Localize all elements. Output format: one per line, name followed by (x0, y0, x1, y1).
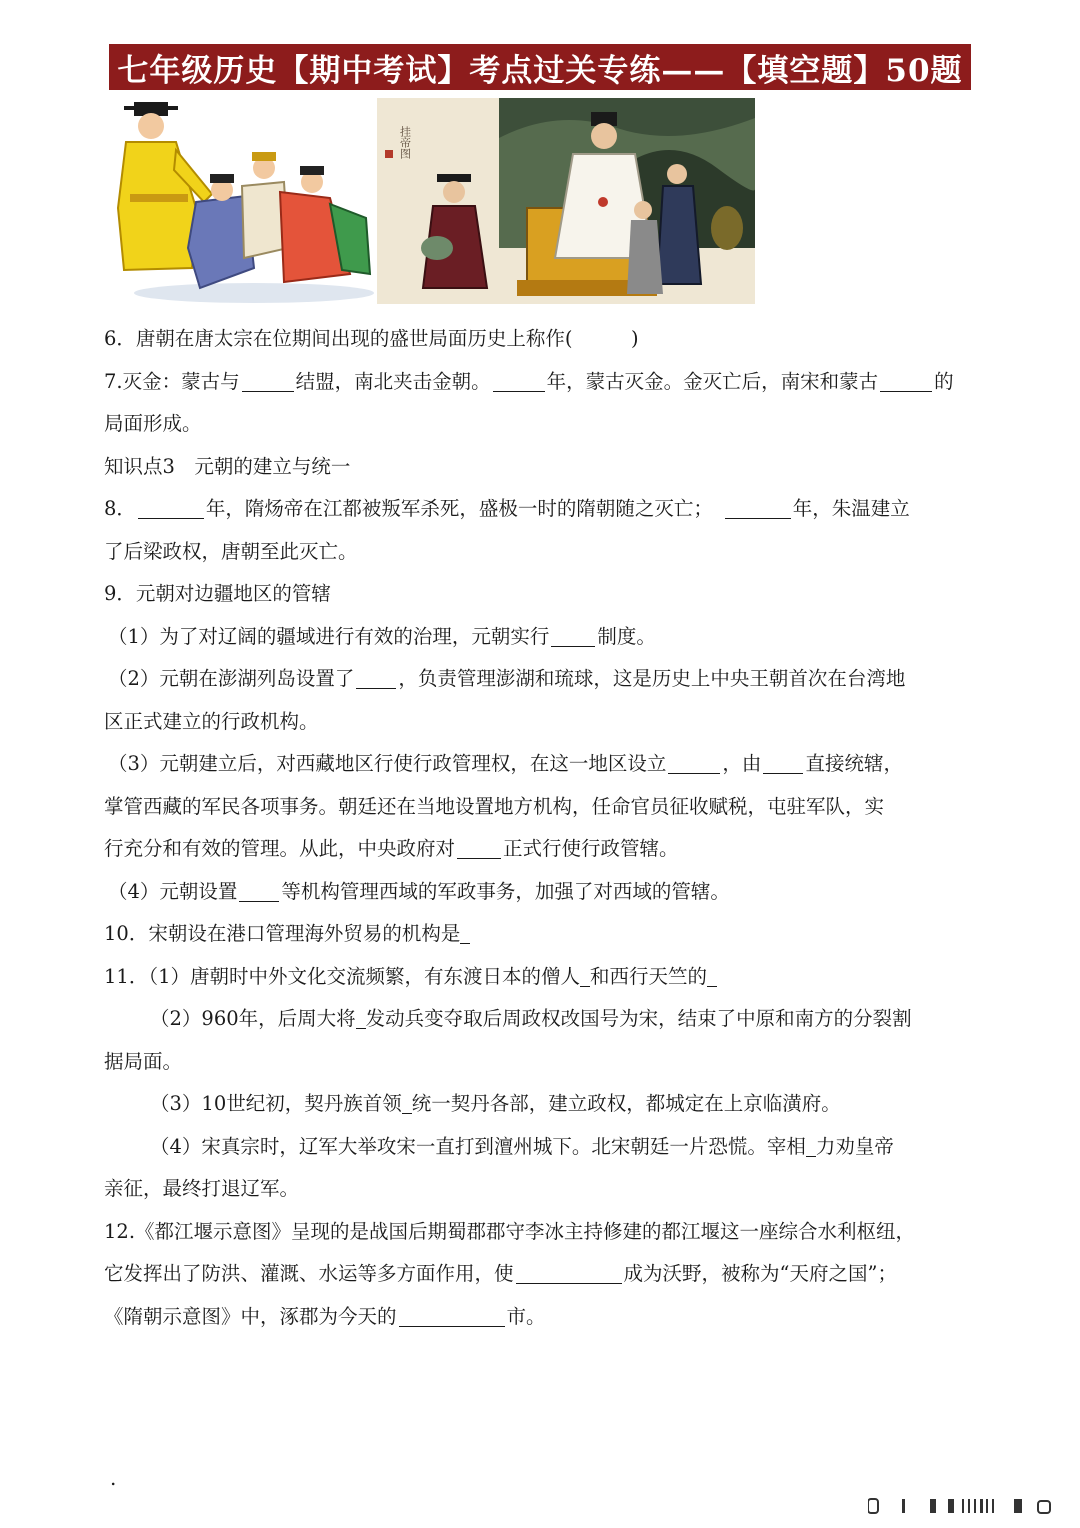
answer-blank[interactable] (725, 498, 791, 519)
answer-blank[interactable] (880, 371, 932, 392)
answer-blank[interactable] (551, 626, 595, 647)
answer-blank[interactable] (668, 753, 720, 774)
q11-2-text-c: 据局面。 (104, 1049, 183, 1073)
answer-blank[interactable] (402, 1093, 412, 1114)
emperor-officials-illustration (104, 98, 376, 303)
answer-blank[interactable] (763, 753, 803, 774)
q9-2-text-a: （2）元朝在澎湖列岛设置了 (108, 667, 355, 690)
answer-blank[interactable] (460, 923, 470, 944)
knowledge-point-3: 知识点3 元朝的建立与统一 (104, 454, 351, 478)
emperor-throne-painting (377, 98, 755, 304)
question-9-3-cont (104, 786, 978, 829)
q10-text: 10．宋朝设在港口管理海外贸易的机构是 (104, 922, 461, 945)
q9-2-text-b: ，负责管理澎湖和琉球，这是历史上中央王朝首次在台湾地 (398, 667, 906, 690)
question-7-cont (104, 403, 978, 446)
q9-3-text-d: 掌管西藏的军民各项事务。朝廷还在当地设置地方机构，任命官员征收赋税，屯驻军队，实 (104, 794, 885, 818)
q7-text-c: 年，蒙古灭金。金灭亡后，南宋和蒙古 (546, 369, 879, 393)
answer-blank[interactable] (493, 371, 545, 392)
q7-text-e: 局面形成。 (104, 412, 202, 435)
answer-blank[interactable] (806, 1136, 816, 1157)
question-12-cont (104, 1253, 978, 1296)
question-9-2-cont (104, 701, 978, 744)
question-9 (104, 573, 978, 616)
question-10 (104, 913, 978, 956)
answer-blank[interactable] (516, 1263, 622, 1284)
q9-3-text-e: 行充分和有效的管理。从此，中央政府对 (104, 837, 456, 860)
answer-blank[interactable] (242, 371, 294, 392)
q7-text-b: 结盟，南北夹击金朝。 (295, 369, 491, 393)
q11-2-text-b: 发动兵变夺取后周政权改国号为宋，结束了中原和南方的分裂割 (365, 1007, 912, 1030)
q9-1-text-a: （1）为了对辽阔的疆域进行有效的治理，元朝实行 (108, 624, 550, 648)
q12-text-c: 成为沃野，被称为“天府之国”； (623, 1262, 897, 1285)
q9-1-text-b: 制度。 (597, 624, 656, 648)
q9-3-text-f: 正式行使行政管辖。 (503, 837, 679, 860)
answer-blank[interactable] (399, 1306, 505, 1327)
answer-blank[interactable] (457, 838, 501, 859)
q9-text: 9．元朝对边疆地区的管辖 (104, 582, 331, 605)
q11-2-text-a: （2）960年，后周大将 (150, 1007, 356, 1030)
question-8-cont (104, 531, 978, 574)
question-11-2-cont (104, 1041, 978, 1084)
q11-3-text-a: （3）10世纪初，契丹族首领 (150, 1092, 402, 1115)
answer-blank[interactable] (707, 966, 717, 987)
painting-inscription: 挂帝图 (398, 126, 412, 159)
q7-text-a: 7.灭金：蒙古与 (104, 369, 240, 393)
q9-3-text-b: ，由 (722, 752, 762, 775)
q12-text-b: 它发挥出了防洪、灌溉、水运等多方面作用，使 (104, 1262, 514, 1285)
question-12-cont2 (104, 1296, 978, 1339)
question-6 (104, 318, 978, 361)
q12-text-e: 市。 (506, 1304, 546, 1328)
q12-text-a: 12.《都江堰示意图》呈现的是战国后期蜀郡郡守李冰主持修建的都江堰这一座综合水利枢纽， (104, 1219, 916, 1243)
answer-blank[interactable] (138, 498, 204, 519)
q8-text-d: 了后梁政权，唐朝至此灭亡。 (104, 539, 358, 563)
footer-dot: . (110, 1466, 117, 1490)
q11-1-text-a: 11．（1）唐朝时中外文化交流频繁，有东渡日本的僧人 (104, 964, 580, 988)
answer-blank[interactable] (356, 668, 396, 689)
q8-text-b: 年，隋炀帝在江都被叛军杀死，盛极一时的隋朝随之灭亡； (205, 497, 723, 520)
q9-4-text-a: （4）元朝设置 (108, 879, 238, 903)
question-11-4-cont (104, 1168, 978, 1211)
q9-3-text-a: （3）元朝建立后，对西藏地区行使行政管理权，在这一地区设立 (108, 752, 667, 775)
q12-text-d: 《隋朝示意图》中，涿郡为今天的 (104, 1304, 397, 1328)
q8-text-a: 8． (104, 497, 136, 520)
q6-text: 6．唐朝在唐太宗在位期间出现的盛世局面历史上称作( ) (104, 327, 639, 350)
question-9-3 (104, 743, 978, 786)
question-9-2 (104, 658, 978, 701)
question-9-4 (104, 871, 978, 914)
section-heading (104, 446, 978, 489)
question-11-3 (104, 1083, 978, 1126)
q11-3-text-b: 统一契丹各部，建立政权，都城定在上京临潢府。 (411, 1092, 841, 1115)
page-title: 七年级历史【期中考试】考点过关专练——【填空题】50题 (117, 52, 963, 89)
question-11-2 (104, 998, 978, 1041)
page-title-banner (109, 44, 971, 90)
viewer-toolbar (868, 1497, 1058, 1515)
answer-blank[interactable] (580, 966, 590, 987)
q9-4-text-b: 等机构管理西域的军政事务，加强了对西域的管辖。 (281, 879, 730, 903)
question-12 (104, 1211, 978, 1254)
question-9-1 (104, 616, 978, 659)
question-9-3-cont2 (104, 828, 978, 871)
question-8 (104, 488, 978, 531)
question-7 (104, 361, 978, 404)
answer-blank[interactable] (239, 881, 279, 902)
q7-text-d: 的 (934, 369, 954, 393)
question-11-1 (104, 956, 978, 999)
question-11-4 (104, 1126, 978, 1169)
answer-blank[interactable] (356, 1008, 366, 1029)
q11-4-text-a: （4）宋真宗时，辽军大举攻宋一直打到澶州城下。北宋朝廷一片恐慌。宰相 (150, 1134, 806, 1158)
q11-4-text-b: 力劝皇帝 (815, 1134, 894, 1158)
q9-3-text-c: 直接统辖， (805, 752, 903, 775)
question-content (104, 318, 978, 1338)
q8-text-c: 年，朱温建立 (792, 497, 910, 520)
q9-2-text-c: 区正式建立的行政机构。 (104, 709, 319, 733)
q11-1-text-b: 和西行天竺的 (589, 964, 707, 988)
q11-4-text-c: 亲征，最终打退辽军。 (104, 1177, 300, 1200)
